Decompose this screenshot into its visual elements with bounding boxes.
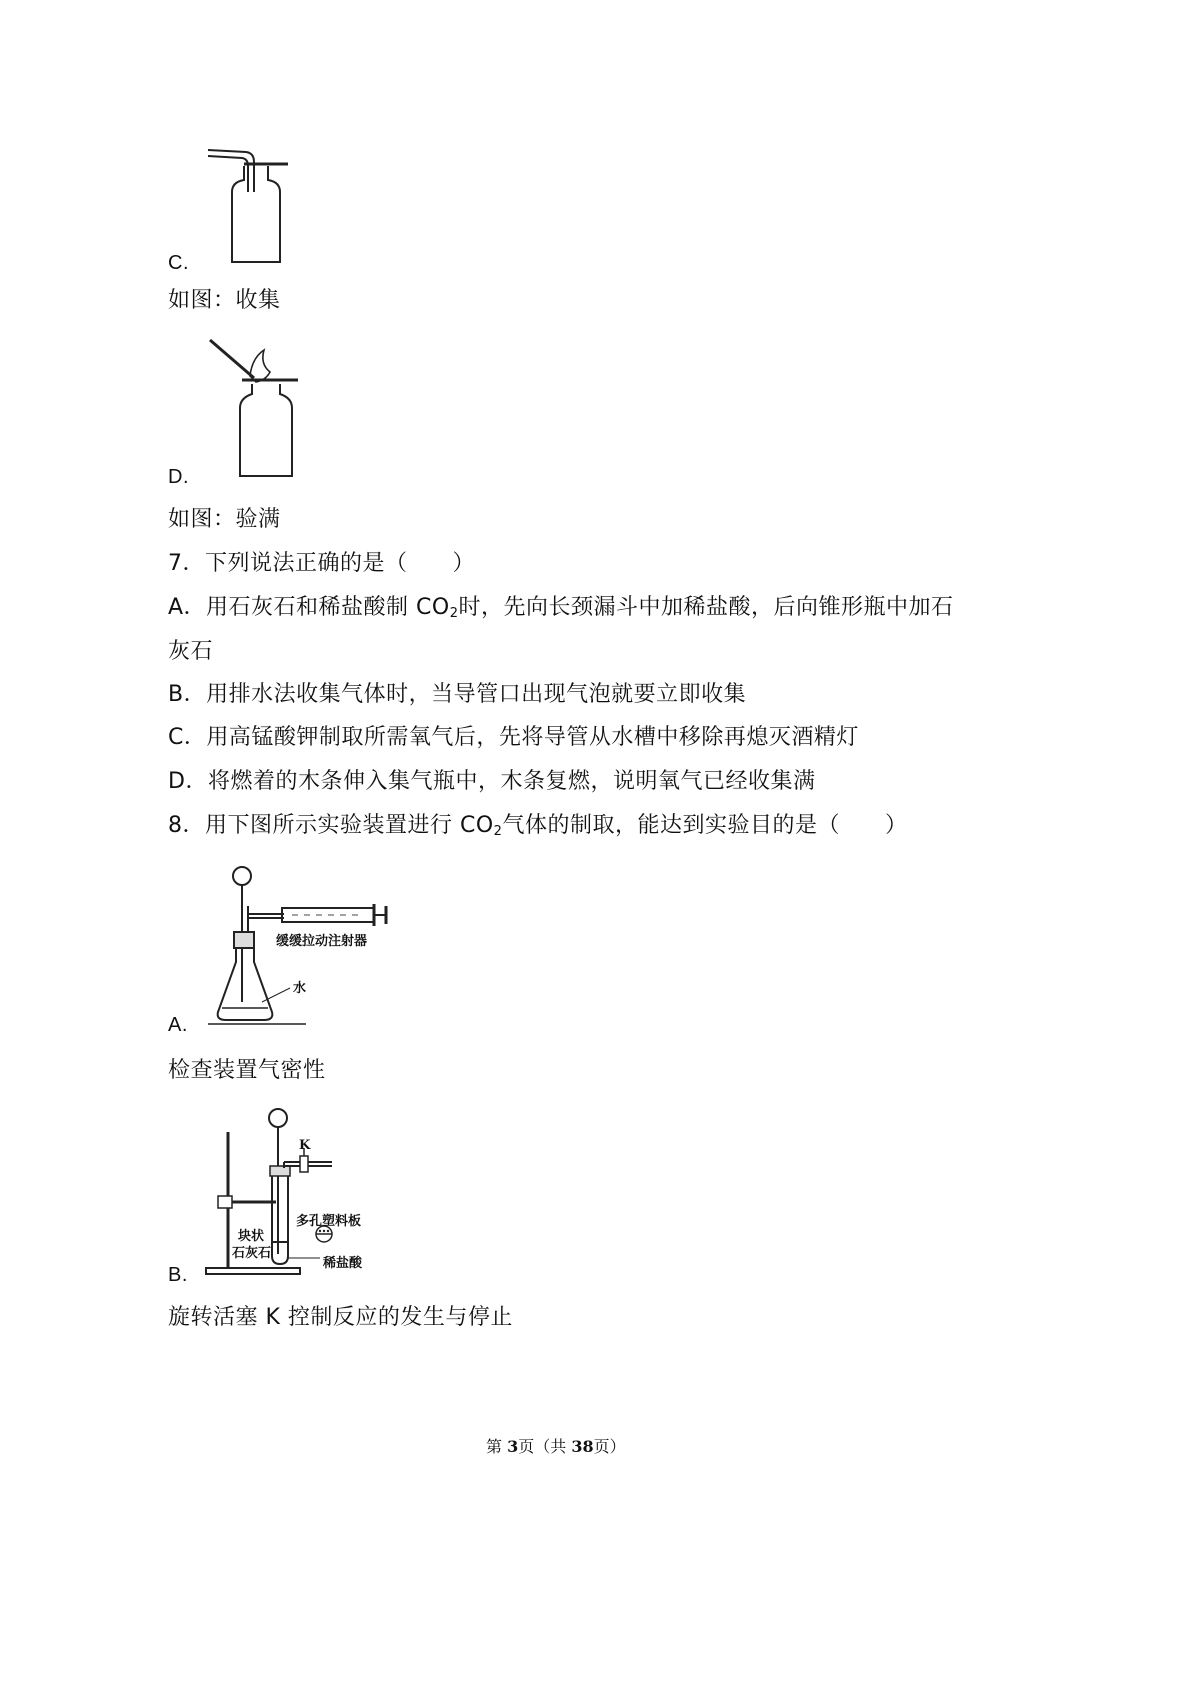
footer-page-number: 3 xyxy=(507,1437,519,1456)
q7-option-d: D．将燃着的木条伸入集气瓶中，木条复燃，说明氧气已经收集满 xyxy=(168,769,816,794)
page-footer xyxy=(486,1434,626,1457)
option-c-figure xyxy=(200,142,310,272)
q8-option-b-k-label: K xyxy=(299,1138,311,1153)
q8-option-b-plate-label: 多孔塑料板 xyxy=(296,1214,362,1229)
option-d-label: D. xyxy=(168,466,189,488)
q7-option-b: B．用排水法收集气体时，当导管口出现气泡就要立即收集 xyxy=(168,682,747,707)
q7-option-c: C．用高锰酸钾制取所需氧气后，先将导管从水槽中移除再熄灭酒精灯 xyxy=(168,725,859,750)
footer-pre: 第 xyxy=(486,1437,508,1456)
q8-option-a-label: A. xyxy=(168,1014,188,1036)
q8-stem xyxy=(168,811,907,847)
q8-option-b-acid-label: 稀盐酸 xyxy=(323,1256,363,1271)
q7-option-a xyxy=(168,593,954,629)
footer-mid: 页（共 xyxy=(518,1437,572,1456)
q7-option-a-suffix: 时，先向长颈漏斗中加稀盐酸，后向锥形瓶中加石 xyxy=(458,595,954,620)
option-c-label: C. xyxy=(168,252,189,274)
q7-option-a-prefix: A．用石灰石和稀盐酸制 CO xyxy=(168,595,450,620)
q7-stem: 7．下列说法正确的是（ ） xyxy=(168,551,475,576)
footer-total-pages: 38 xyxy=(571,1437,594,1456)
q7-option-a-subscript: 2 xyxy=(449,606,459,621)
footer-post: 页） xyxy=(593,1437,626,1456)
option-d-figure xyxy=(200,336,310,481)
q8-stem-prefix: 8．用下图所示实验装置进行 CO xyxy=(168,813,494,838)
q8-stem-suffix: 气体的制取，能达到实验目的是（ ） xyxy=(502,813,908,838)
q7-option-a-line2: 灰石 xyxy=(168,639,214,664)
q8-stem-subscript: 2 xyxy=(493,824,503,839)
q8-option-a-caption: 检查装置气密性 xyxy=(168,1058,326,1083)
q8-option-a-syringe-label: 缓缓拉动注射器 xyxy=(276,934,368,949)
q8-option-b-label: B. xyxy=(168,1264,188,1286)
q8-option-a-water-label: 水 xyxy=(293,981,307,996)
q8-option-b-caption: 旋转活塞 K 控制反应的发生与停止 xyxy=(168,1305,513,1330)
option-d-caption: 如图：验满 xyxy=(168,507,281,532)
q8-option-b-stone-label-1: 块状 xyxy=(238,1229,265,1244)
q8-option-b-stone-label-2: 石灰石 xyxy=(232,1246,272,1261)
option-c-caption: 如图：收集 xyxy=(168,288,281,313)
